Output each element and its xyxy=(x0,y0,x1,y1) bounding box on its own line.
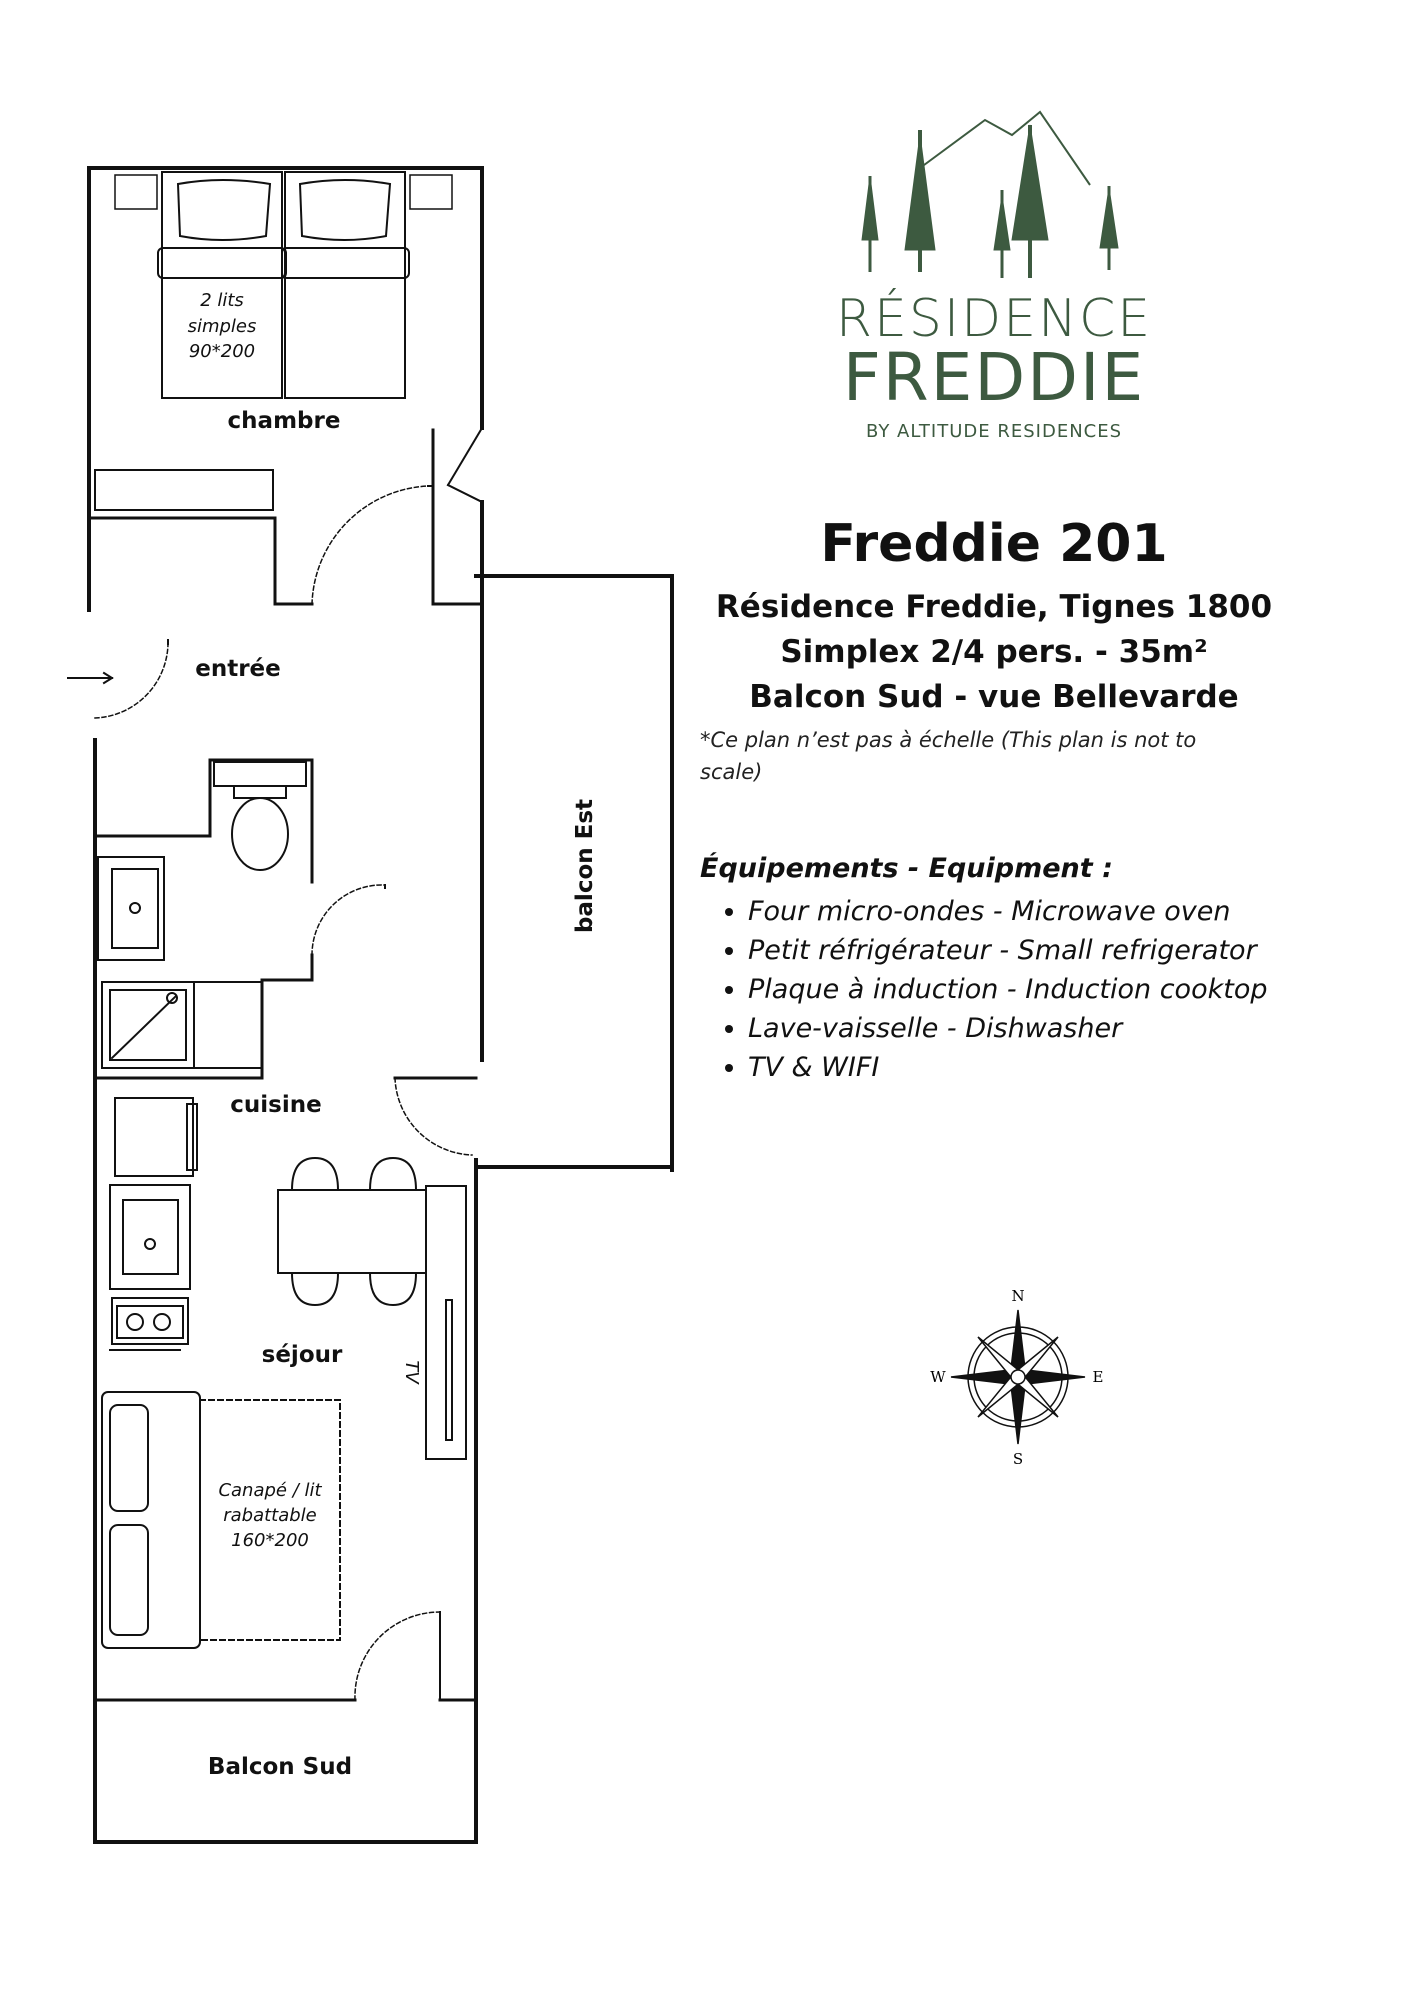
equipment-item: • TV & WIFI xyxy=(748,1048,1348,1087)
compass-e: E xyxy=(1092,1368,1104,1386)
label-entree: entrée xyxy=(195,656,281,682)
compass-w: W xyxy=(930,1368,946,1386)
equipment-list xyxy=(708,892,1348,1087)
subtitle-block xyxy=(694,585,1294,720)
subtitle-capacity: Simplex 2/4 pers. - 35m² xyxy=(780,634,1208,670)
page-title: Freddie 201 xyxy=(820,514,1168,574)
beds-label-line1: 2 lits xyxy=(200,290,244,311)
equipment-item: • Lave-vaisselle - Dishwasher xyxy=(748,1009,1348,1048)
twin-beds xyxy=(158,172,409,398)
compass-rose-icon xyxy=(951,1310,1085,1444)
shower xyxy=(102,982,262,1068)
subtitle-balcony: Balcon Sud - vue Bellevarde xyxy=(749,679,1239,715)
dining-chairs xyxy=(292,1158,416,1305)
tv-label: TV xyxy=(401,1360,422,1384)
subtitle-residence: Résidence Freddie, Tignes 1800 xyxy=(715,589,1273,625)
toilet xyxy=(214,762,306,870)
label-balcon-sud: Balcon Sud xyxy=(207,1754,353,1780)
cooktop xyxy=(110,1298,188,1350)
kitchen-sink xyxy=(110,1185,190,1289)
compass-s: S xyxy=(1012,1450,1024,1468)
sofa-label-line3: 160*200 xyxy=(231,1530,309,1551)
beds-label-line3: 90*200 xyxy=(188,341,256,362)
label-chambre: chambre xyxy=(227,408,341,434)
compass-n: N xyxy=(1011,1287,1025,1305)
nightstand-left xyxy=(115,175,157,209)
fridge xyxy=(115,1098,197,1176)
sofa-label-line2: rabattable xyxy=(223,1505,317,1526)
nightstand-right xyxy=(410,175,452,209)
sofa-label-line1: Canapé / lit xyxy=(218,1480,322,1501)
equipment-item: • Plaque à induction - Induction cooktop xyxy=(748,970,1348,1009)
bedroom-desk xyxy=(95,470,273,510)
label-balcon-est: balcon Est xyxy=(572,798,598,934)
equipment-title: Équipements - Equipment : xyxy=(700,853,1113,884)
exterior-walls xyxy=(89,168,672,1842)
wardrobe-doors xyxy=(448,428,482,502)
bathroom-sink xyxy=(98,857,164,960)
logo-line2: FREDDIE xyxy=(842,339,1146,416)
dining-table xyxy=(278,1190,426,1273)
logo-line3: BY ALTITUDE RESIDENCES xyxy=(865,421,1123,442)
label-cuisine: cuisine xyxy=(230,1092,322,1118)
logo-line1: RÉSIDENCE xyxy=(835,289,1153,349)
logo-trees-icon xyxy=(862,112,1118,278)
scale-disclaimer: *Ce plan n’est pas à échelle (This plan is not to scale) xyxy=(700,728,1197,784)
entry-arrow xyxy=(68,673,112,683)
equipment-item: • Petit réfrigérateur - Small refrigerator xyxy=(748,931,1348,970)
label-sejour: séjour xyxy=(261,1342,343,1368)
equipment-item: • Four micro-ondes - Microwave oven xyxy=(748,892,1348,931)
beds-label-line2: simples xyxy=(187,316,257,337)
tv-unit xyxy=(426,1186,466,1459)
